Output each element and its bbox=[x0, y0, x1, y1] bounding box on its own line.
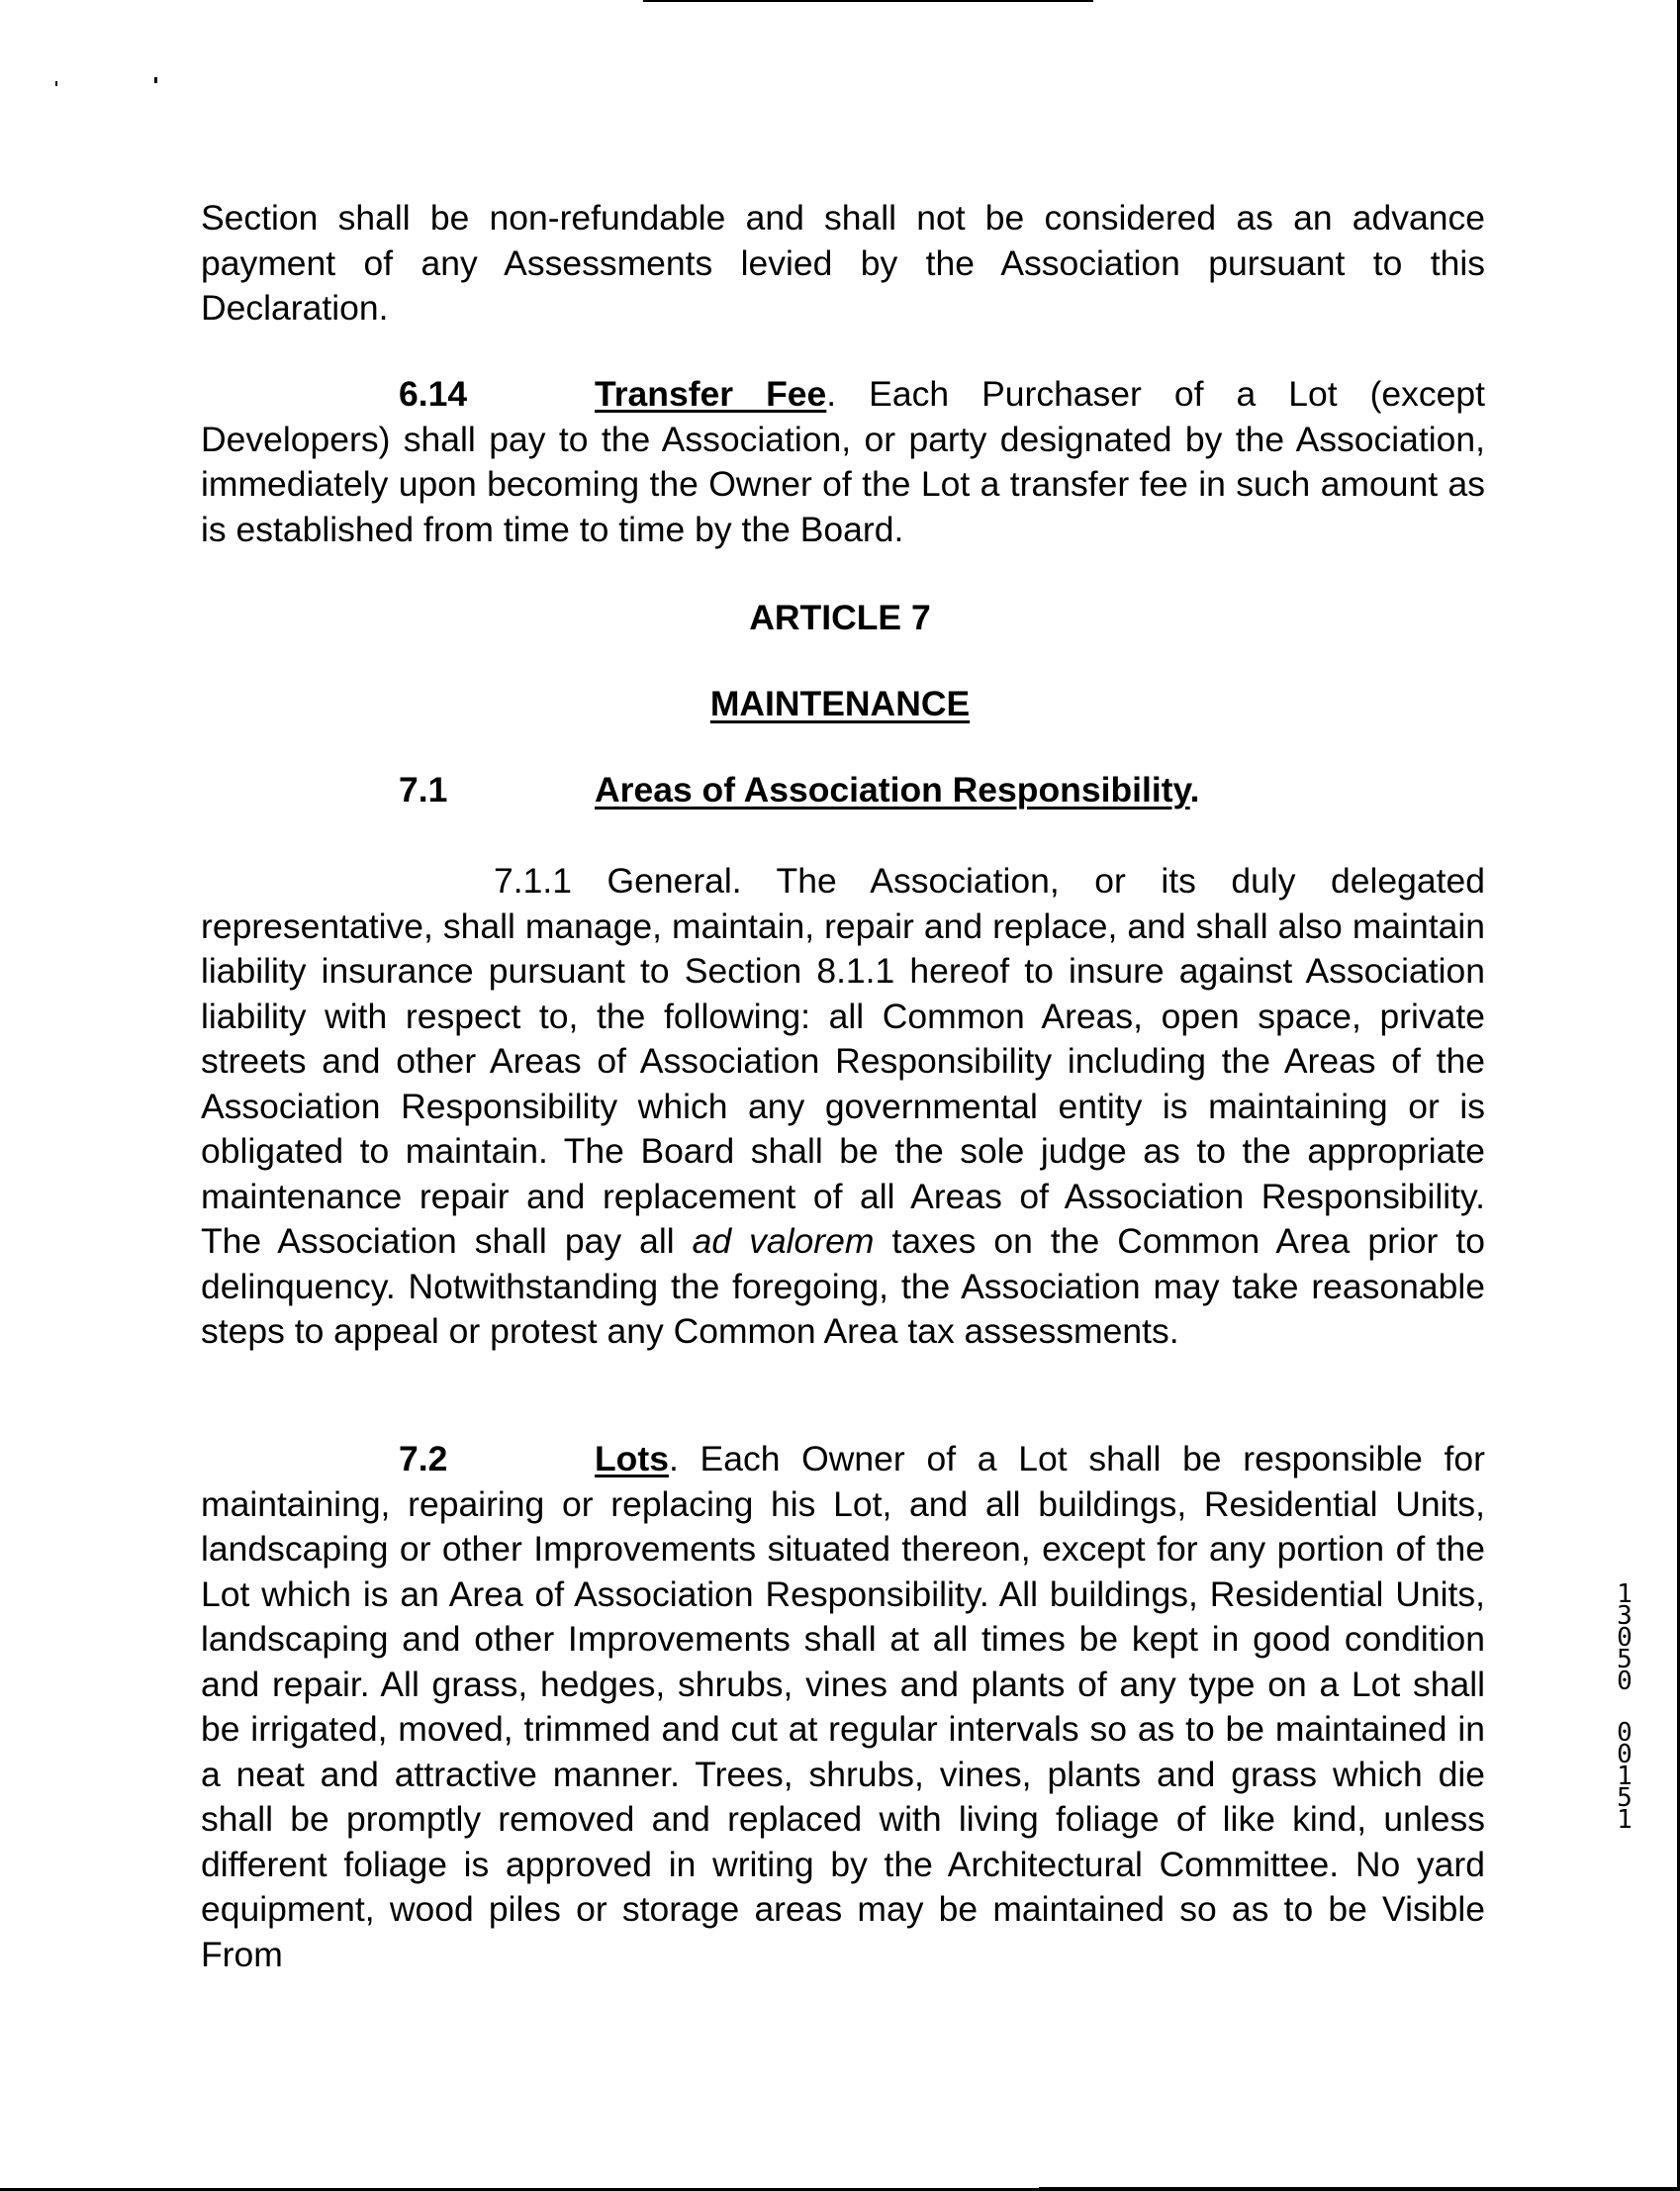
section-7-1-1 bbox=[201, 859, 1485, 1355]
italic-term: ad valorem bbox=[692, 1221, 875, 1261]
bates-number-part1: 13050 bbox=[1617, 1579, 1633, 1696]
section-title-suffix: . bbox=[668, 1439, 679, 1478]
section-number: 6.14 bbox=[399, 374, 468, 414]
section-number: 7.2 bbox=[399, 1439, 448, 1478]
subsection-lead: 7.1.1 General. bbox=[494, 861, 742, 901]
section-7-2 bbox=[201, 1437, 1485, 1977]
section-7-1-heading bbox=[201, 770, 1200, 810]
continuation-paragraph bbox=[201, 196, 1485, 332]
scan-speck bbox=[55, 81, 57, 86]
article-number: ARTICLE 7 bbox=[749, 598, 931, 637]
scan-speck bbox=[154, 77, 157, 83]
continuation-text: Section shall be non-refundable and shall not be considered as an advance payment of any Assessments levied by the Association pursuant to this Declaration. bbox=[201, 198, 1485, 328]
section-title: Areas of Association Responsibility bbox=[595, 770, 1190, 810]
bottom-scan-rule-thick bbox=[1039, 2187, 1680, 2191]
section-title: Transfer Fee bbox=[595, 374, 827, 414]
subsection-body-cont: taxes on the Common Area prior to delinquency. Notwithstanding the foregoing, the Association may take reasonable steps to appeal or protest any Common Area tax assessments. bbox=[201, 1221, 1485, 1351]
section-title: Lots bbox=[595, 1439, 669, 1478]
top-scan-rule bbox=[643, 0, 1093, 2]
section-body: Each Owner of a Lot shall be responsible for maintaining, repairing or replacing his Lot, and all buildings, Residential Units, landscaping or other Improvements situated thereon, except for any portion of the Lot which is an Area of Association Responsibility. All buildings, Residential Units, landscaping and other Improvements shall at all times be kept in good condition and repair. All grass, hedges, shrubs, vines and plants of any type on a Lot shall be irrigated, moved, trimmed and cut at regular intervals so as to be maintained in a neat and attractive manner. Trees, shrubs, vines, plants and grass which die shall be promptly removed and replaced with living foliage of like kind, unless different foliage is approved in writing by the Architectural Committee. No yard equipment, wood piles or storage areas may be maintained so as to be Visible From bbox=[201, 1439, 1485, 1974]
article-title-text: MAINTENANCE bbox=[709, 684, 971, 723]
bates-number-stamp bbox=[1613, 1579, 1636, 1835]
section-body: Each Purchaser of a Lot (except Developers) shall pay to the Association, or party designated by the Association, immediately upon becoming the Owner of the Lot a transfer fee in such amount as is established from time to time by the Board. bbox=[201, 374, 1485, 549]
article-title bbox=[0, 684, 1680, 724]
section-title-suffix: . bbox=[1189, 770, 1200, 810]
section-number: 7.1 bbox=[399, 770, 448, 810]
bates-number-part2: 00151 bbox=[1617, 1718, 1633, 1835]
section-6-14 bbox=[201, 372, 1485, 552]
section-title-suffix: . bbox=[826, 374, 837, 414]
subsection-body: The Association, or its duly delegated representative, shall manage, maintain, repair and replace, and shall also maintain liability insurance pursuant to Section 8.1.1 hereof to insure against Association liability with respect to, the following: all Common Areas, open space, private streets and other Areas of Association Responsibility including the Areas of the Association Responsibility which any governmental entity is maintaining or is obligated to maintain. The Board shall be the sole judge as to the appropriate maintenance repair and replacement of all Areas of Association Responsibility. The Association shall pay all bbox=[201, 861, 1485, 1261]
article-label bbox=[0, 598, 1680, 638]
